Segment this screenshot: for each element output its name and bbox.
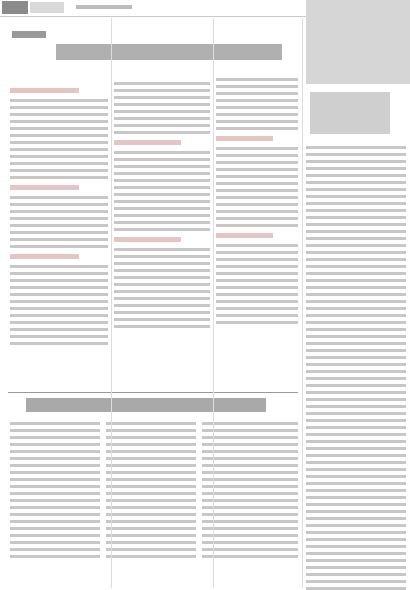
subhead bbox=[114, 237, 181, 242]
article-column-3 bbox=[216, 78, 298, 328]
kicker-label bbox=[12, 31, 46, 38]
subhead bbox=[216, 233, 273, 238]
issue-line bbox=[76, 5, 132, 9]
subhead bbox=[10, 254, 79, 259]
subhead bbox=[114, 140, 181, 145]
lower-column-1 bbox=[10, 422, 100, 562]
column-rule bbox=[111, 18, 112, 588]
lower-column-2 bbox=[106, 422, 196, 562]
column-rule bbox=[302, 18, 303, 588]
section-tab bbox=[30, 2, 64, 13]
main-headline bbox=[56, 44, 282, 60]
sidebar-interview bbox=[306, 26, 406, 586]
article-column-2 bbox=[114, 82, 210, 332]
subhead bbox=[10, 185, 79, 190]
subhead bbox=[10, 88, 79, 93]
lower-column-3 bbox=[202, 422, 298, 562]
article-column-1 bbox=[10, 82, 108, 349]
page-number-box bbox=[2, 1, 28, 14]
subhead bbox=[216, 136, 273, 141]
secondary-headline bbox=[26, 398, 266, 412]
column-rule bbox=[213, 18, 214, 588]
section-divider bbox=[8, 392, 298, 393]
